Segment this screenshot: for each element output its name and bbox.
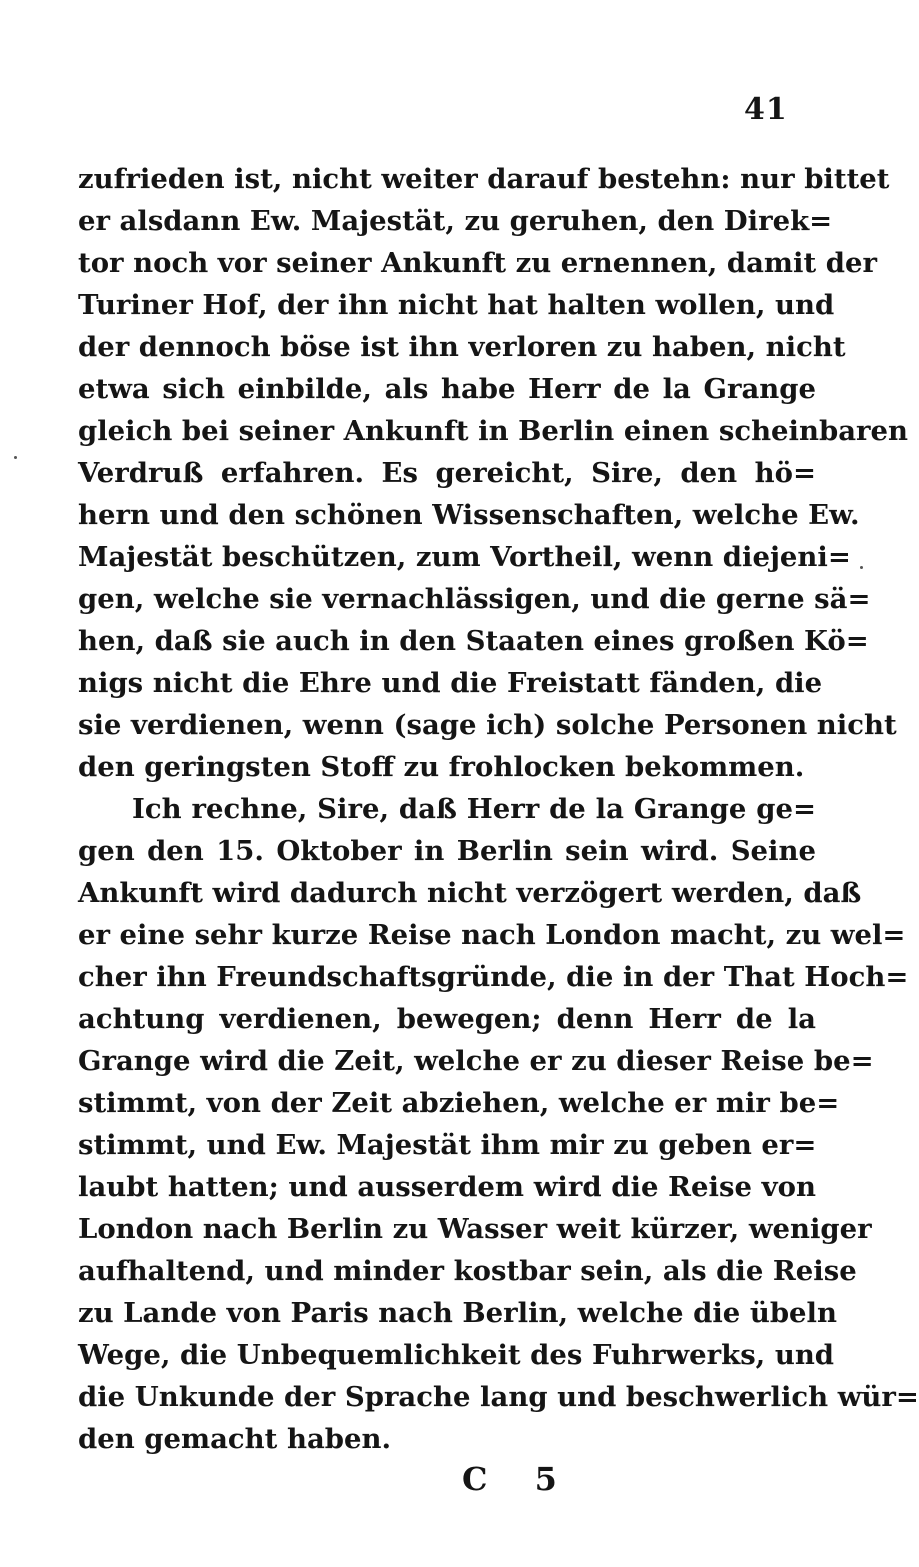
text-line: stimmt, von der Zeit abziehen, welche er mir be= xyxy=(78,1087,840,1119)
page-number: 41 xyxy=(744,92,788,127)
text-line: stimmt, und Ew. Majestät ihm mir zu geben er= xyxy=(78,1129,817,1161)
text-line: Turiner Hof, der ihn nicht hat halten wollen, und xyxy=(78,289,835,321)
text-line: die Unkunde der Sprache lang und beschwerlich wür= xyxy=(78,1381,919,1413)
text-line: Grange wird die Zeit, welche er zu dieser Reise be= xyxy=(78,1045,874,1077)
text-line: cher ihn Freundschaftsgründe, die in der That Hoch= xyxy=(78,961,909,993)
text-line: gleich bei seiner Ankunft in Berlin einen scheinbaren xyxy=(78,415,909,447)
text-line: zu Lande von Paris nach Berlin, welche die übeln xyxy=(78,1297,837,1329)
text-line: nigs nicht die Ehre und die Freistatt fänden, die xyxy=(78,667,823,699)
body-text xyxy=(78,158,919,1460)
print-speck xyxy=(860,566,863,569)
text-line: zufrieden ist, nicht weiter darauf bestehn: nur bittet xyxy=(78,163,890,195)
text-line: den geringsten Stoff zu frohlocken bekommen. xyxy=(78,751,805,783)
text-line: tor noch vor seiner Ankunft zu ernennen, damit der xyxy=(78,247,877,279)
text-line: Majestät beschützen, zum Vortheil, wenn diejeni= xyxy=(78,541,851,573)
print-speck xyxy=(14,456,17,459)
text-line: Verdruß erfahren. Es gereicht, Sire, den hö= xyxy=(78,457,816,489)
text-line: Wege, die Unbequemlichkeit des Fuhrwerks, und xyxy=(78,1339,835,1371)
text-line: der dennoch böse ist ihn verloren zu haben, nicht xyxy=(78,331,846,363)
text-line: achtung verdienen, bewegen; denn Herr de la xyxy=(78,1003,816,1035)
text-line: hen, daß sie auch in den Staaten eines großen Kö= xyxy=(78,625,869,657)
text-line: gen den 15. Oktober in Berlin sein wird. Seine xyxy=(78,835,816,867)
text-line: London nach Berlin zu Wasser weit kürzer, weniger xyxy=(78,1213,872,1245)
text-line: Ich rechne, Sire, daß Herr de la Grange ge= xyxy=(132,793,816,825)
text-line: sie verdienen, wenn (sage ich) solche Personen nicht xyxy=(78,709,897,741)
text-line: den gemacht haben. xyxy=(78,1423,392,1455)
text-line: laubt hatten; und ausserdem wird die Reise von xyxy=(78,1171,816,1203)
text-line: gen, welche sie vernachlässigen, und die gerne sä= xyxy=(78,583,871,615)
text-line: etwa sich einbilde, als habe Herr de la Grange xyxy=(78,373,816,405)
text-line: Ankunft wird dadurch nicht verzögert werden, daß xyxy=(78,877,862,909)
text-line: hern und den schönen Wissenschaften, welche Ew. xyxy=(78,499,860,531)
text-line: er eine sehr kurze Reise nach London macht, zu wel= xyxy=(78,919,906,951)
text-line: er alsdann Ew. Majestät, zu geruhen, den Direk= xyxy=(78,205,833,237)
text-line: aufhaltend, und minder kostbar sein, als die Reise xyxy=(78,1255,857,1287)
signature-mark: C 5 xyxy=(462,1460,575,1498)
